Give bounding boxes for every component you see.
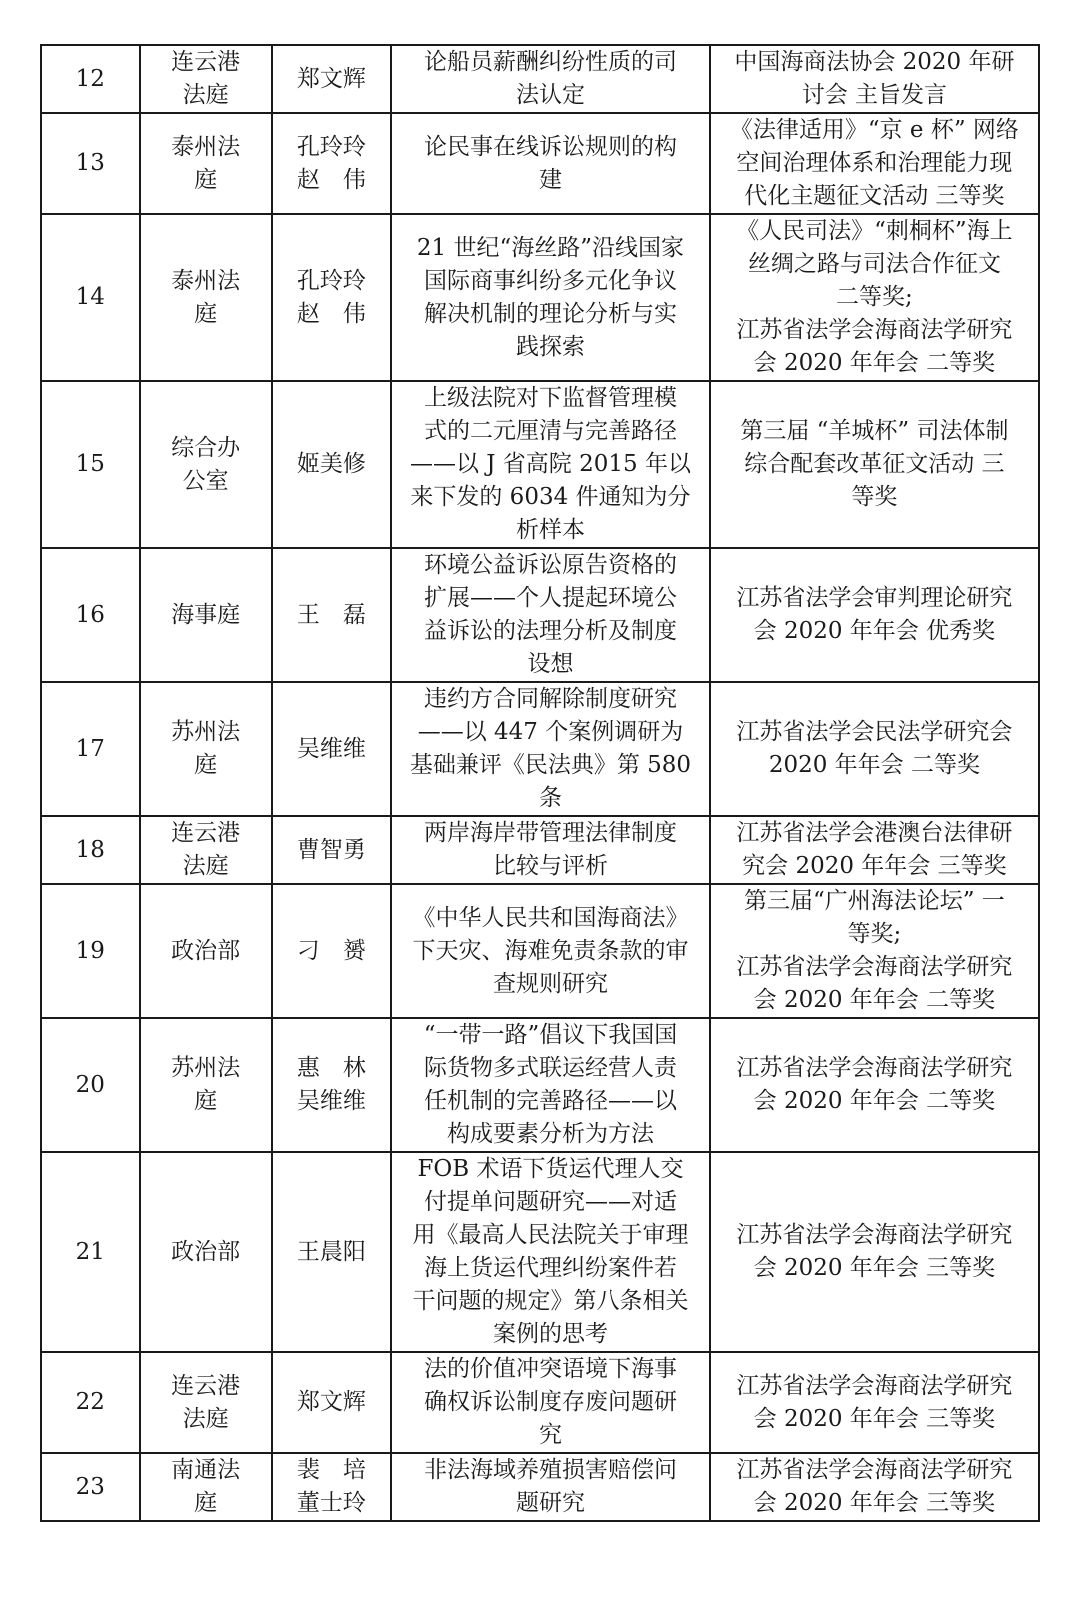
award-cell	[710, 1152, 1039, 1352]
paper-title-text: 《中华人民共和国海商法》 下天灾、海难免责条款的审 查规则研究	[412, 904, 689, 997]
award-text: 中国海商法协会 2020 年研 讨会 主旨发言	[734, 49, 1015, 108]
table-row	[41, 1152, 1039, 1352]
award-cell	[710, 381, 1039, 548]
table-row	[41, 214, 1039, 381]
author-cell	[272, 884, 392, 1018]
table-row	[41, 381, 1039, 548]
department-text: 综合办 公室	[171, 434, 241, 494]
author-text: 郑文辉	[296, 1389, 366, 1415]
author-cell	[272, 548, 392, 682]
row-number-text: 20	[75, 1071, 105, 1098]
department-cell	[140, 548, 272, 682]
awards-table	[40, 44, 1040, 1522]
award-cell	[710, 548, 1039, 682]
row-number-text: 12	[75, 65, 105, 92]
paper-title-cell	[391, 1352, 710, 1453]
department-text: 政治部	[171, 1238, 241, 1265]
row-number	[41, 214, 140, 381]
paper-title-text: “一带一路”倡议下我国国 际货物多式联运经营人责 任机制的完善路径——以 构成要素分析为方法	[423, 1022, 678, 1147]
author-cell	[272, 682, 392, 816]
paper-title-cell	[391, 45, 710, 113]
department-text: 连云港 法庭	[171, 49, 241, 108]
row-number-text: 13	[75, 150, 105, 176]
author-cell	[272, 1018, 392, 1152]
author-text: 孔玲玲 赵 伟	[296, 267, 366, 327]
department-text: 连云港 法庭	[171, 1372, 241, 1432]
paper-title-cell	[391, 548, 710, 682]
department-cell	[140, 1018, 272, 1152]
author-cell	[272, 381, 392, 548]
award-text: 江苏省法学会海商法学研究 会 2020 年年会 三等奖	[736, 1222, 1013, 1281]
paper-title-text: FOB 术语下货运代理人交 付提单问题研究——对适 用《最高人民法院关于审理 海上货运代理纠纷案件若 干问题的规定》第八条相关 案例的思考	[412, 1156, 689, 1347]
department-text: 苏州法 庭	[171, 1055, 241, 1114]
paper-title-text: 论船员薪酬纠纷性质的司 法认定	[423, 49, 677, 108]
paper-title-cell	[391, 682, 710, 816]
author-text: 惠 林 吴维维	[296, 1055, 366, 1114]
award-text: 《人民司法》“刺桐杯”海上 丝绸之路与司法合作征文 二等奖; 江苏省法学会海商法学研究 会 2020 年年会 二等奖	[736, 218, 1013, 376]
paper-title-text: 非法海域养殖损害赔偿问 题研究	[423, 1457, 677, 1516]
author-text: 姬美修	[296, 451, 366, 477]
author-cell	[272, 45, 392, 113]
row-number	[41, 884, 140, 1018]
award-text: 江苏省法学会海商法学研究 会 2020 年年会 三等奖	[736, 1372, 1013, 1432]
paper-title-cell	[391, 381, 710, 548]
department-cell	[140, 816, 272, 884]
row-number-text: 16	[75, 601, 105, 628]
author-cell	[272, 816, 392, 884]
department-text: 苏州法 庭	[171, 719, 241, 778]
department-text: 泰州法 庭	[171, 133, 241, 193]
award-cell	[710, 1018, 1039, 1152]
award-cell	[710, 884, 1039, 1018]
table-row	[41, 548, 1039, 682]
award-cell	[710, 816, 1039, 884]
table-row	[41, 884, 1039, 1018]
table-row	[41, 682, 1039, 816]
table-row	[41, 816, 1039, 884]
department-cell	[140, 45, 272, 113]
paper-title-text: 21 世纪“海丝路”沿线国家 国际商事纠纷多元化争议 解决机制的理论分析与实 践探索	[416, 234, 684, 360]
department-text: 政治部	[171, 937, 241, 964]
row-number	[41, 113, 140, 214]
paper-title-text: 两岸海岸带管理法律制度 比较与评析	[423, 820, 677, 879]
row-number-text: 22	[75, 1389, 105, 1415]
department-text: 海事庭	[171, 601, 241, 628]
department-cell	[140, 884, 272, 1018]
row-number	[41, 1152, 140, 1352]
row-number-text: 19	[75, 937, 105, 964]
table-row	[41, 1453, 1039, 1521]
paper-title-text: 法的价值冲突语境下海事 确权诉讼制度存废问题研 究	[423, 1356, 677, 1448]
paper-title-cell	[391, 1152, 710, 1352]
row-number-text: 18	[75, 836, 105, 863]
award-cell	[710, 45, 1039, 113]
award-cell	[710, 214, 1039, 381]
award-cell	[710, 113, 1039, 214]
department-text: 连云港 法庭	[171, 820, 241, 879]
author-text: 郑文辉	[296, 65, 366, 92]
row-number	[41, 816, 140, 884]
row-number	[41, 45, 140, 113]
paper-title-cell	[391, 1018, 710, 1152]
row-number	[41, 548, 140, 682]
award-text: 江苏省法学会海商法学研究 会 2020 年年会 三等奖	[736, 1457, 1013, 1516]
paper-title-text: 上级法院对下监督管理模 式的二元厘清与完善路径 ——以 J 省高院 2015 年以 来下发的 6034 件通知为分 析样本	[409, 385, 691, 543]
award-cell	[710, 1352, 1039, 1453]
table-row	[41, 1352, 1039, 1453]
author-text: 刁 赟	[296, 937, 366, 964]
row-number-text: 23	[75, 1473, 105, 1500]
award-text: 第三届“广州海法论坛” 一 等奖; 江苏省法学会海商法学研究 会 2020 年年会 二等奖	[736, 888, 1013, 1013]
department-cell	[140, 1152, 272, 1352]
award-text: 江苏省法学会民法学研究会 2020 年年会 二等奖	[736, 719, 1013, 778]
table-row	[41, 45, 1039, 113]
award-text: 江苏省法学会审判理论研究 会 2020 年年会 优秀奖	[736, 585, 1013, 644]
paper-title-cell	[391, 884, 710, 1018]
author-text: 吴维维	[296, 735, 366, 762]
department-cell	[140, 1453, 272, 1521]
document-page	[40, 44, 1040, 1522]
paper-title-text: 违约方合同解除制度研究 ——以 447 个案例调研为 基础兼评《民法典》第 580 条	[409, 686, 692, 811]
award-cell	[710, 1453, 1039, 1521]
row-number-text: 21	[75, 1238, 105, 1265]
award-text: 《法律适用》“京 e 杯” 网络 空间治理体系和治理能力现 代化主题征文活动 三等奖	[729, 117, 1019, 209]
department-cell	[140, 381, 272, 548]
paper-title-text: 论民事在线诉讼规则的构 建	[423, 133, 677, 193]
row-number	[41, 381, 140, 548]
award-text: 江苏省法学会港澳台法律研 究会 2020 年年会 三等奖	[736, 820, 1013, 879]
author-cell	[272, 1453, 392, 1521]
author-cell	[272, 214, 392, 381]
department-cell	[140, 113, 272, 214]
row-number-text: 15	[75, 451, 105, 477]
award-text: 江苏省法学会海商法学研究 会 2020 年年会 二等奖	[736, 1055, 1013, 1114]
row-number	[41, 1453, 140, 1521]
row-number	[41, 682, 140, 816]
paper-title-cell	[391, 816, 710, 884]
author-text: 孔玲玲 赵 伟	[296, 133, 366, 193]
author-cell	[272, 1352, 392, 1453]
paper-title-cell	[391, 113, 710, 214]
author-text: 裴 培 董士玲	[296, 1457, 366, 1516]
paper-title-cell	[391, 214, 710, 381]
table-row	[41, 113, 1039, 214]
row-number-text: 17	[75, 735, 105, 762]
department-text: 泰州法 庭	[171, 267, 241, 327]
department-cell	[140, 682, 272, 816]
department-cell	[140, 214, 272, 381]
award-text: 第三届 “羊城杯” 司法体制 综合配套改革征文活动 三 等奖	[740, 418, 1009, 510]
department-cell	[140, 1352, 272, 1453]
row-number	[41, 1352, 140, 1453]
paper-title-cell	[391, 1453, 710, 1521]
author-text: 王晨阳	[296, 1238, 366, 1265]
table-row	[41, 1018, 1039, 1152]
paper-title-text: 环境公益诉讼原告资格的 扩展——个人提起环境公 益诉讼的法理分析及制度 设想	[423, 552, 677, 677]
author-text: 王 磊	[296, 601, 366, 628]
author-cell	[272, 1152, 392, 1352]
department-text: 南通法 庭	[171, 1457, 241, 1516]
row-number	[41, 1018, 140, 1152]
author-text: 曹智勇	[296, 836, 366, 863]
award-cell	[710, 682, 1039, 816]
row-number-text: 14	[75, 284, 105, 310]
author-cell	[272, 113, 392, 214]
